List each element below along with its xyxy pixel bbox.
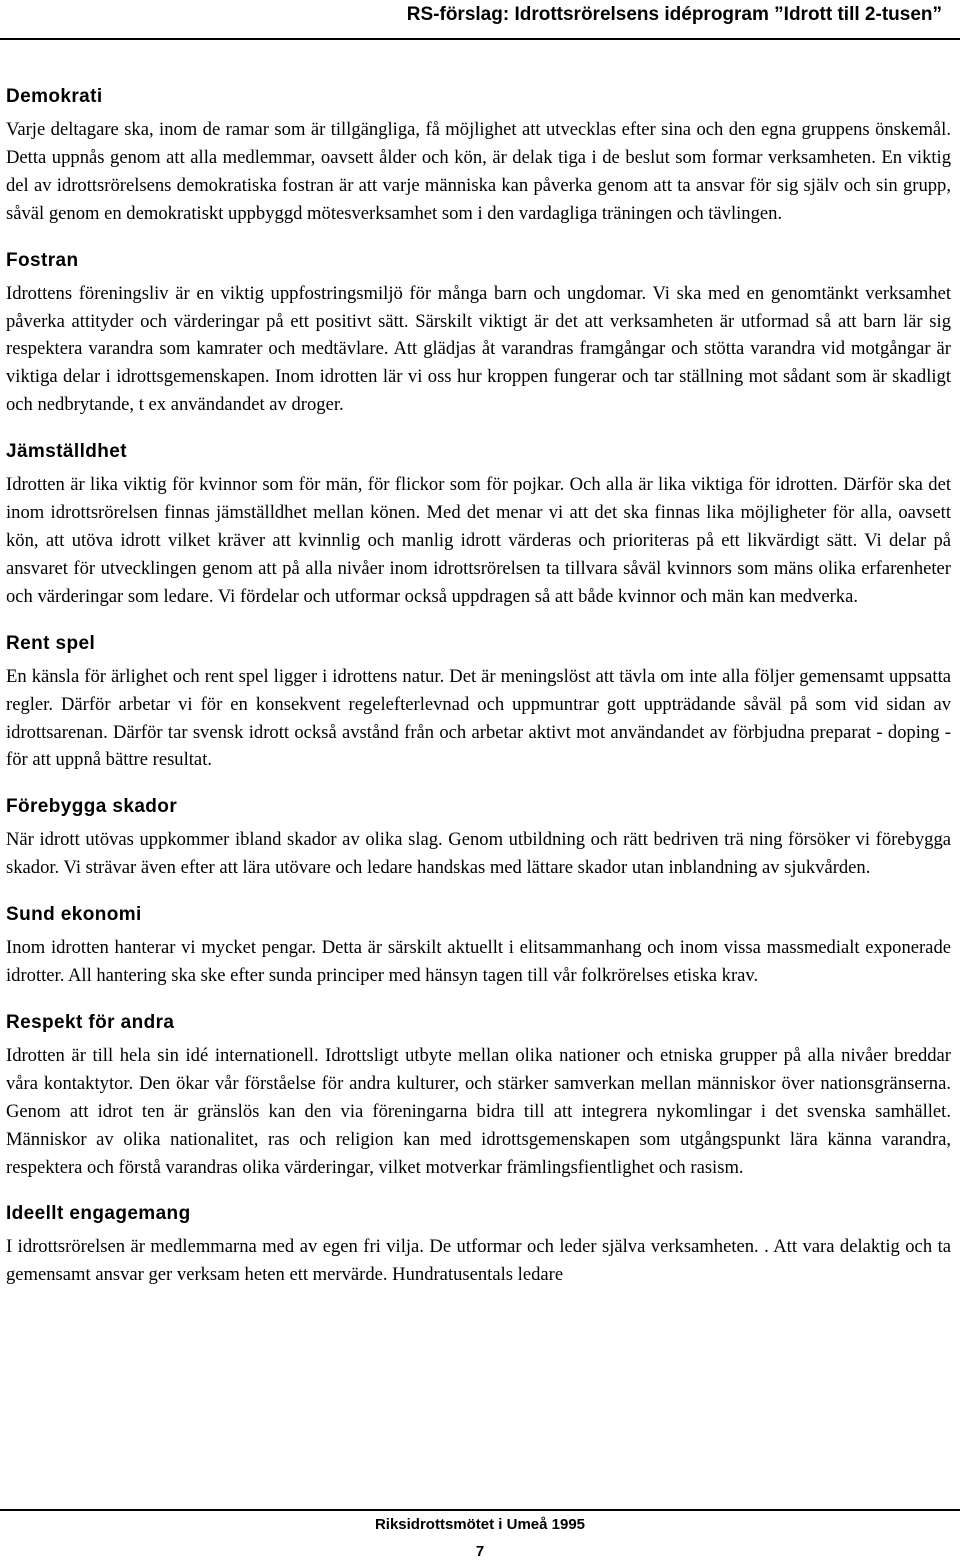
section-paragraph: I idrottsrörelsen är medlemmarna med av egen fri vilja. De utformar och leder själva verksamheten. . Att vara delaktig och ta gemensamt ansvar ger verksam heten ett mervärde. Hundratusentals ledare xyxy=(6,1236,951,1286)
section-heading: Förebygga skador xyxy=(6,796,178,818)
section-heading: Jämställdhet xyxy=(6,441,127,463)
section-rent-spel xyxy=(6,631,951,775)
footer-text: Riksidrottsmötet i Umeå 1995 xyxy=(374,1516,586,1533)
section-respekt-for-andra xyxy=(6,1010,951,1182)
section-paragraph: Inom idrotten hanterar vi mycket pengar. Detta är särskilt aktuellt i elitsammanhang och inom vissa massmedialt exponerade idrotter. All hantering ska ske efter sunda principer med hänsyn tagen till vår folkrörelses etiska krav. xyxy=(6,937,951,987)
section-paragraph: Varje deltagare ska, inom de ramar som är tillgängliga, få möjlighet att utvecklas efter sina och den egna gruppens önskemål. Detta uppnås genom att alla medlemmar, oavsett ålder och kön, är delak tiga i de beslut som formar verksamheten. En viktig del av idrottsrörelsens demokratiska fostran är att varje människa kan påverka genom att ta ansvar för sig själv och sin grupp, såväl genom en demokratiskt uppbyggd mötesverksamhet som i den vardagliga träningen och tävlingen. xyxy=(6,119,951,224)
section-heading: Fostran xyxy=(6,249,79,271)
section-fostran xyxy=(6,248,951,420)
footer-divider xyxy=(0,1509,960,1511)
section-heading: Sund ekonomi xyxy=(6,904,142,926)
section-paragraph: När idrott utövas uppkommer ibland skador av olika slag. Genom utbildning och rätt bedriven trä ning försöker vi förebygga skador. Vi strävar även efter att lära utövare och ledare handskas med lättare skador utan inblandning av sjukvården. xyxy=(6,829,951,879)
section-ideellt-engagemang xyxy=(6,1201,951,1289)
document-body xyxy=(6,84,951,1309)
section-heading: Ideellt engagemang xyxy=(6,1203,191,1225)
section-demokrati xyxy=(6,84,951,228)
running-header: RS-förslag: Idrottsrörelsens idéprogram ”Idrott till 2-tusen” xyxy=(406,4,942,25)
section-forebygga-skador xyxy=(6,794,951,882)
section-jamstalldhet xyxy=(6,439,951,611)
header-divider xyxy=(0,38,960,40)
section-sund-ekonomi xyxy=(6,902,951,990)
section-heading: Respekt för andra xyxy=(6,1011,175,1033)
section-heading: Demokrati xyxy=(6,86,103,107)
section-paragraph: Idrotten är till hela sin idé internationell. Idrottsligt utbyte mellan olika nationer och etniska grupper på alla nivåer breddar våra kontaktytor. Den ökar vår förståelse för andra kulturer, och stärker samverkan mellan människor över nationsgränserna. Genom att idrot ten är gränslös kan den via föreningarna bidra till att integrera nykomlingar i det svenska samhället. Människor av olika nationalitet, ras och religion kan med idrottsgemenskapen som utgångspunkt lära känna varandra, respektera och förstå varandras olika värderingar, vilket motverkar främlingsfientlighet och rasism. xyxy=(6,1044,951,1178)
section-paragraph: En känsla för ärlighet och rent spel ligger i idrottens natur. Det är meningslöst att tävla om inte alla följer gemensamt uppsatta regler. Därför arbetar vi för en konsekvent regelefterlevnad och uppmuntrar gott uppträdande såväl på som vid sidan av idrottsarenan. Därför tar svensk idrott också avstånd från och arbetar aktivt mot användandet av förbjudna preparat - doping - för att uppnå bättre resultat. xyxy=(6,665,951,771)
page-number: 7 xyxy=(475,1543,485,1560)
section-heading: Rent spel xyxy=(6,632,96,654)
section-paragraph: Idrotten är lika viktig för kvinnor som för män, för flickor som för pojkar. Och alla är lika viktiga för idrotten. Därför ska det inom idrottsrörelsen finnas jämställdhet mellan könen. Med det menar vi att det ska finnas lika möjligheter för alla, oavsett kön, att utöva idrott vilket kräver att kvinnlig och manlig idrott värderas och prioriteras på ett likvärdigt sätt. Vi delar på ansvaret för utvecklingen genom att på alla nivåer inom idrottsrörelsen ta tillvara såväl kvinnors som mäns olika erfarenheter och värderingar som ledare. Vi fördelar och utformar också uppdragen så att både kvinnor och män kan medverka. xyxy=(6,474,951,607)
section-paragraph: Idrottens föreningsliv är en viktig uppfostringsmiljö för många barn och ungdomar. Vi ska med en genomtänkt verksamhet påverka attityder och värderingar på ett positivt sätt. Särskilt viktigt är det att verksamheten är utformad så att barn lär sig respektera varandra som kamrater och medtävlare. Att glädjas åt varandras framgångar och stötta varandra vid motgångar är viktiga delar i idrottsgemenskapen. Inom idrotten lär vi oss hur kroppen fungerar och tar ställning mot sådant som är skadligt och nedbrytande, t ex användandet av droger. xyxy=(6,282,951,416)
